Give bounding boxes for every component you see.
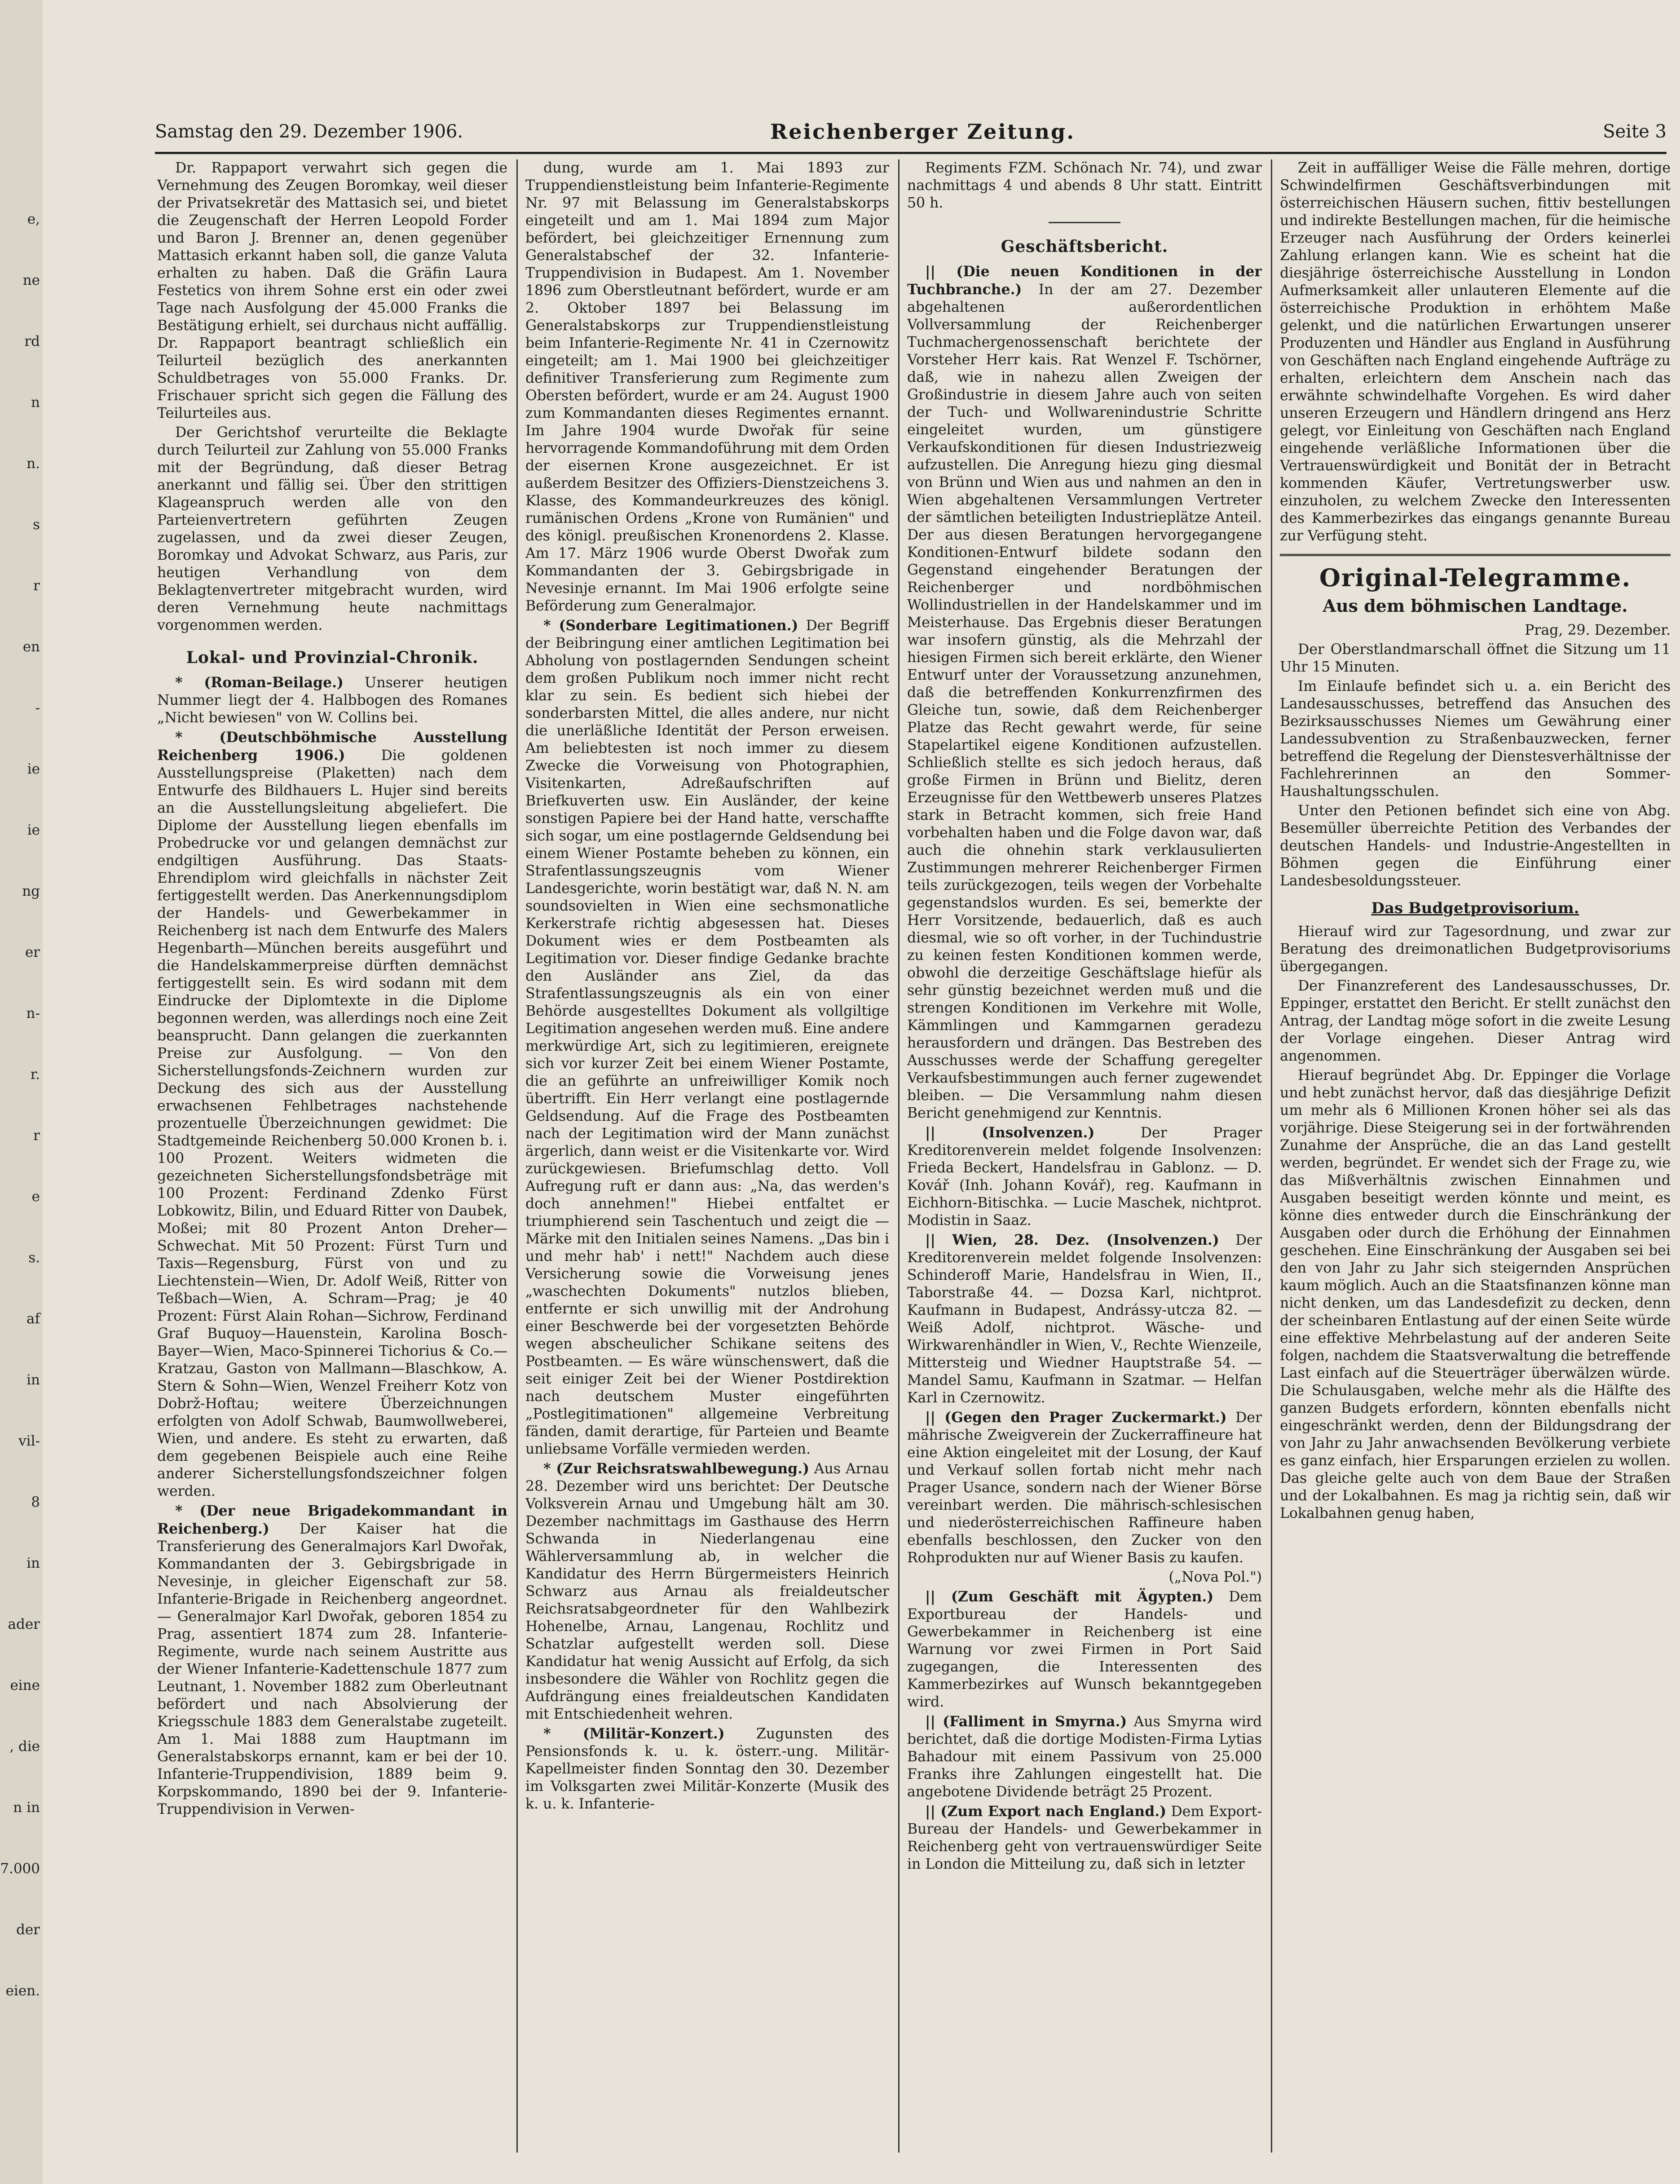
- item-kicker: || (Zum Geschäft mit Ägypten.): [925, 1588, 1214, 1605]
- strip-fragment: eine: [10, 1677, 40, 1693]
- strip-fragment: in: [26, 1555, 40, 1571]
- paragraph: Zeit in auffälliger Weise die Fälle mehren, dortige Schwindelfirmen Geschäftsverbindungen mit österreichischen Häusern suchen, fittiv bestellungen und indirekte Bestellungen machen, für die heimische Erzeuger nach Ausführung der Orders keinerlei Zahlung erlangen kann. Wie es scheint hat die diesjährige österreichische Ausstellung in London Aufmerksamkeit aller unlauteren Elemente auf die österreichische Produktion in erhöhtem Maße gelenkt, und die natürlichen Erwartungen unserer Produzenten und Händler aus England in Ausführung von Geschäften nach England eingehende Aufträge zu erhalten, erleichtern dem Anschein nach das erwähnte schwindelhafte Vorgehen. Es wird daher unseren Erzeugern und Händlern dringend ans Herz gelegt, vor Einleitung von Geschäften nach England eingehende verläßliche Informationen über die Vertrauenswürdigkeit und Bonität der in Betracht kommenden Käufer, Vertretungswerber usw. einzuholen, zu welchem Zwecke den Interessenten des Kammerbezirkes das eingangs genannte Bureau zur Verfügung steht.: [1280, 160, 1671, 544]
- strip-fragment: in: [26, 1372, 40, 1388]
- strip-fragment: ie: [27, 761, 40, 777]
- strip-fragment: n-: [26, 1005, 40, 1021]
- item-kicker: || (Zum Export nach England.): [925, 1803, 1167, 1820]
- news-item: [907, 1231, 1262, 1407]
- strip-fragment: ng: [22, 883, 40, 899]
- strip-fragment: n.: [26, 455, 40, 472]
- page-number: Seite 3: [1603, 121, 1667, 142]
- paragraph: Regiments FZM. Schönach Nr. 74), und zwar nachmittags 4 und abends 8 Uhr statt. Eintritt 50 h.: [907, 160, 1262, 211]
- paragraph: Hierauf wird zur Tagesordnung, und zwar zur Beratung des dreimonatlichen Budgetprovisoriums übergegangen.: [1280, 924, 1671, 975]
- column-4: [1280, 159, 1671, 2148]
- strip-fragment: e,: [27, 211, 40, 227]
- item-text: Der Kreditorenverein meldet folgende Insolvenzen: Schinderoff Marie, Handelsfrau in Wien, II., Taborstraße 44. — Dozsa Karl, nichtprot. Kaufmann in Budapest, Andrássy-utcza 82. — Weiß Adolf, nichtprot. Wäsche- und Wirkwarenhändler in Wien, V., Rechte Wienzeile, Mittersteig und Wiedner Hauptstraße 54. — Mandel Samu, Kaufmann in Szatmar. — Helfan Karl in Czernowitz.: [907, 1232, 1262, 1406]
- strip-fragment: n: [31, 394, 40, 411]
- news-item: [157, 674, 507, 727]
- item-kicker: || Wien, 28. Dez. (Insolvenzen.): [925, 1232, 1219, 1248]
- telegram-subtitle: Aus dem böhmischen Landtage.: [1323, 596, 1628, 616]
- item-text: In der am 27. Dezember abgehaltenen außerordentlichen Vollversammlung der Reichenberger Tuchmachergenossenschaft berichtete der Vorsteher Herr kais. Rat Wenzel F. Tschörner, daß, wie in nahezu allen Zweigen der Großindustrie in diesem Jahre auch von seiten der Tuch- und Wollwarenindustrie Schritte eingeleitet wurden, um günstigere Verkaufskonditionen für diesen Industriezweig aufzustellen. Die Anregung hiezu ging diesmal von Brünn und Wien aus und nahmen an den in Wien abgehaltenen Versammlungen Vertreter der sämtlichen beteiligten Industrieplätze Anteil. Der aus diesen Beratungen hervorgegangene Konditionen-Entwurf bildete sodann den Gegenstand eingehender Beratungen der Reichenberger und nordböhmischen Wollindustriellen in der Handelskammer und im Meisterhause. Das Ergebnis dieser Beratungen war insofern günstig, als die Mehrzahl der hiesigen Firmen sich bereit erklärte, den Wiener Entwurf unter der Voraussetzung anzunehmen, daß die betreffenden Konkurrenzfirmen des Gleiche tun, sowie, daß dem Reichenberger Platze das Recht gewahrt werde, für seine Stapelartikel eigene Konditionen aufzustellen. Schließlich stellte es sich jedoch heraus, daß große Firmen in Brünn und Bielitz, deren Erzeugnisse für den Wettbewerb unseres Platzes stark in Betracht kommen, sich freie Hand vorbehalten haben und die Folge davon war, daß auch die ohnehin stark verklausulierten Zustimmungen mehrerer Reichenberger Firmen teils zurückgezogen, teils wegen der Vorbehalte gegenstandslos wurden. Es sei, bemerkte der Herr Vorsitzende, bedauerlich, daß es auch diesmal, wie so oft vorher, in der Tuchindustrie zu keinen festen Konditionen kommen werde, obwohl die derzeitige Geschäftslage hiefür als sehr günstig bezeichnet werden muß und die strengen Konditionen im Verkehre mit Wolle, Kämmlingen und Kammgarnen geradezu herausfordern und drängen. Das Bestreben des Ausschusses werde der Schaffung geregelter Verkaufsbestimmungen auch ferner zugewendet bleiben. — Die Versammlung nahm diesen Bericht genehmigend zur Kenntnis.: [907, 282, 1262, 1121]
- paragraph: Dr. Rappaport verwahrt sich gegen die Vernehmung des Zeugen Boromkay, weil dieser der Privatsekretär des Mattasich sei, und bietet die Zeugenschaft der Herren Leopold Forder und Baron J. Brenner an, denen gegenüber Mattasich erkannt haben soll, die ganze Valuta erhalten zu haben. Daß die Gräfin Laura Festetics von ihrem Sohne erst ein oder zwei Tage nach Ausfolgung der 45.000 Franks die Bestätigung erhielt, sei durchaus nicht auffällig. Dr. Rappaport beantragt schließlich ein Teilurteil bezüglich des anerkannten Schuldbetrages von 55.000 Franks. Dr. Frischauer spricht sich gegen die Fällung des Teilurteiles aus.: [157, 160, 507, 421]
- news-item: [907, 263, 1262, 1122]
- item-text: Unserer heutigen Nummer liegt der 4. Halbbogen des Romanes „Nicht bewiesen" von W. Collins bei.: [157, 675, 507, 726]
- paragraph: Hierauf begründet Abg. Dr. Eppinger die Vorlage und hebt zunächst hervor, daß das diesjährige Defizit um mehr als 6 Millionen Kronen höher sei als das vorjährige. Diese Steigerung sei in der fortwährenden Zunahme der Ansprüche, die an das Land gestellt werden, begründet. Er wendet sich der Frage zu, wie das Mißverhältnis zwischen Einnahmen und Ausgaben beseitigt werden könnte und meint, es könne dies entweder durch die Einschränkung der Ausgaben oder durch die Erhöhung der Einnahmen geschehen. Eine Einschränkung der Ausgaben sei bei den von Jahr zu Jahr sich steigernden Ansprüchen kaum möglich. Auch an die Staatsfinanzen könne man nicht denken, um das Landesdefizit zu decken, denn der scheinbaren Entlastung auf der einen Seite würde eine effektive Mehrbelastung auf der anderen Seite folgen, nachdem die Staatsverwaltung die betreffende Last einfach auf die Steuerträger überwälzen würde. Die Schulausgaben, welche mehr als die Hälfte des ganzen Budgets erfordern, könnten ebenfalls nicht eingeschränkt werden, denn der Bildungsdrang der von Jahr zu Jahr anwachsenden Bevölkerung verbiete es ganz einfach, hier Ersparungen erzielen zu wollen. Das gleiche gelte auch von dem Baue der Straßen und der Lokalbahnen. Es mag ja richtig sein, daß wir Lokalbahnen genug haben,: [1280, 1067, 1671, 1521]
- strip-fragment: af: [26, 1311, 40, 1327]
- strip-fragment: -: [35, 700, 40, 716]
- item-text: Zugunsten des Pensionsfonds k. u. k. österr.-ung. Militär-Kapellmeister finden Sonntag den 30. Dezember im Volksgarten zwei Militär-Konzerte (Musik des k. u. k. Infanterie-: [525, 1726, 889, 1812]
- item-text: Aus Smyrna wird berichtet, daß die dortige Modisten-Firma Lytias Bahadour mit einem Passivum von 25.000 Franks ihre Zahlungen eingestellt hat. Die angebotene Dividende beträgt 25 Prozent.: [907, 1714, 1262, 1800]
- item-kicker: || (Insolvenzen.): [925, 1124, 1095, 1141]
- strip-fragment: r: [33, 578, 40, 594]
- page-header: [155, 121, 1667, 148]
- news-item: [157, 729, 507, 1500]
- strip-fragment: der: [16, 1922, 40, 1938]
- item-text: Der mährische Zweigverein der Zuckerraffineure hat eine Aktion eingeleitet mit der Losung, der Kauf und Verkauf sollen fortab nicht mehr nach Prager Usance, sondern nach der Wiener Börse vereinbart werden. Die mährisch-schlesischen und niederösterreichischen Raffineure haben ebenfalls beschlossen, den Zucker von den Rohprodukten nur auf Wiener Basis zu kaufen.: [907, 1410, 1262, 1566]
- column-2: [525, 159, 889, 2148]
- section-title: Lokal- und Provinzial-Chronik.: [186, 648, 479, 667]
- separator: [1049, 222, 1120, 223]
- paragraph: dung, wurde am 1. Mai 1893 zur Truppendienstleistung beim Infanterie-Regimente Nr. 97 mit Belassung im Generalstabskorps eingeteilt und am 1. Mai 1894 zum Major befördert, bei gleichzeitiger Ernennung zum Generalstabschef der 32. Infanterie-Truppendivision in Budapest. Am 1. November 1896 zum Oberstleutnant befördert, wurde er am 2. Oktober 1897 bei Belassung im Generalstabskorps zur Truppendienstleistung beim Infanterie-Regimente Nr. 41 in Czernowitz eingeteilt; am 1. Mai 1900 bei gleichzeitiger definitiver Transferierung zum Regimente zum Obersten befördert, wurde er am 24. August 1900 zum Kommandanten dieses Regimentes ernannt. Im Jahre 1904 wurde Dwořak für seine hervorragende Kommandoführung mit dem Orden der eisernen Krone ausgezeichnet. Er ist außerdem Besitzer des Offiziers-Dienstzeichens 3. Klasse, des Kommandeurkreuzes des königl. rumänischen Ordens „Krone von Rumänien" und des königl. preußischen Kronenordens 2. Klasse. Am 17. März 1906 wurde Oberst Dwořak zum Kommandanten der 3. Gebirgsbrigade in Nevesinje ernannt. Im Mai 1906 erfolgte seine Beförderung zum Generalmajor.: [525, 160, 889, 614]
- strip-fragment: ne: [22, 272, 40, 288]
- header-date: Samstag den 29. Dezember 1906.: [155, 121, 463, 142]
- news-item: [907, 1713, 1262, 1801]
- adjacent-page-strip: [0, 0, 45, 2184]
- strip-fragment: rd: [24, 333, 40, 349]
- telegram-title: Original-Telegramme.: [1319, 563, 1631, 592]
- newspaper-page: [43, 0, 1680, 2184]
- item-text: Dem Export-Bureau der Handels- und Gewerbekammer in Reichenberg geht von vertrauenswürdiger Seite in London die Mitteilung zu, daß sich in letzter: [907, 1804, 1262, 1872]
- item-kicker: * (Militär-Konzert.): [543, 1725, 725, 1742]
- item-kicker: || (Falliment in Smyrna.): [925, 1713, 1127, 1730]
- dateline: Prag, 29. Dezember.: [1525, 622, 1671, 638]
- strip-fragment: , die: [9, 1738, 40, 1755]
- item-text: Dem Exportbureau der Handels- und Gewerbekammer in Reichenberg ist eine Warnung vor zwei Firmen in Port Said zugegangen, die Interessenten des Kammerbezirkes auf Wunsch bekanntgegeben wird.: [907, 1589, 1262, 1710]
- item-kicker: || (Gegen den Prager Zuckermarkt.): [925, 1409, 1227, 1426]
- paragraph: Der Finanzreferent des Landesausschusses, Dr. Eppinger, erstattet den Bericht. Er stellt zunächst den Antrag, der Landtag möge sofort in die zweite Lesung der Vorlage eingehen. Dieser Antrag wird angenommen.: [1280, 978, 1671, 1064]
- strip-fragment: n in: [13, 1799, 40, 1816]
- strip-fragment: s.: [28, 1250, 40, 1266]
- column-rule: [898, 159, 900, 2153]
- item-kicker: * (Deutschböhmische Ausstellung Reichenberg 1906.): [157, 729, 507, 764]
- column-1: [157, 159, 507, 2148]
- section-title: Geschäftsbericht.: [1001, 237, 1169, 256]
- strip-fragment: r: [33, 1127, 40, 1144]
- news-item: [157, 1502, 507, 1818]
- column-rule: [516, 159, 518, 2153]
- item-kicker: * (Der neue Brigadekommandant in Reichenberg.): [157, 1503, 507, 1537]
- paragraph: Der Oberstlandmarschall öffnet die Sitzung um 11 Uhr 15 Minuten.: [1280, 641, 1671, 675]
- item-kicker: || (Die neuen Konditionen in der Tuchbranche.): [907, 263, 1262, 298]
- item-text: Die goldenen Ausstellungspreise (Plaketten) nach dem Entwurfe des Bildhauers L. Hujer sind bereits an die Ausstellungsleitung abgeliefert. Die Diplome der Ausstellung liegen ebenfalls im Probedrucke vor und gelangen demnächst zur endgiltigen Ausführung. Das Staats-Ehrendiplom wird gleichfalls in nächster Zeit fertiggestellt werden. Das Anerkennungsdiplom der Handels- und Gewerbekammer in Reichenberg ist nach dem Entwurfe des Malers Hegenbarth—München bereits ausgeführt und die Handelskammerpreise dürften demnächst fertiggestellt sein. Es wird sodann mit dem Eindrucke der Diplomtexte in die Diplome begonnen werden, was allerdings noch eine Zeit beansprucht. Dann gelangen die zuerkannten Preise zur Ausfolgung. — Von den Sicherstellungsfonds-Zeichnern wurden zur Deckung des sich aus der Ausstellung erwachsenen Fehlbetrages nachstehende prozentuelle Überzeichnungen gewidmet: Die Stadtgemeinde Reichenberg 50.000 Kronen b. i. 100 Prozent. Weiters widmeten die gezeichneten Sicherstellungsfondsbeträge mit 100 Prozent: Ferdinand Zdenko Fürst Lobkowitz, Bilin, und Eduard Ritter von Daubek, Moßei; mit 80 Prozent Anton Dreher—Schwechat. Mit 50 Prozent: Fürst Turn und Taxis—Regensburg, Fürst von und zu Liechtenstein—Wien, Dr. Adolf Weiß, Ritter von Teßbach—Wien, A. Schram—Prag; je 40 Prozent: Fürst Alain Rohan—Sichrow, Ferdinand Graf Buquoy—Hauenstein, Karolina Bosch-Bayer—Wien, Maco-Spinnerei Tichorius & Co.—Kratzau, Gaston von Mallmann—Blaschkow, A. Stern & Sohn—Wien, Wenzel Freiherr Kotz von Dobrž-Hoftau; weitere Überzeichnungen erfolgten von Adolf Schwab, Baumwollweberei, Wien, und andere. Es steht zu erwarten, daß dem gegebenen Beispiele auch eine Reihe anderer Sicherstellungsfondszeichner folgen werden.: [157, 747, 507, 1499]
- item-text: Der Prager Kreditorenverein meldet folgende Insolvenzen: Frieda Beckert, Handelsfrau in Gablonz. — D. Kovář (Inh. Johann Kovář), reg. Kaufmann in Eichhorn-Bitischka. — Lucie Maschek, nichtprot. Modistin in Saaz.: [907, 1125, 1262, 1229]
- column-3: [907, 159, 1262, 2148]
- item-kicker: * (Sonderbare Legitimationen.): [543, 617, 798, 634]
- item-kicker: * (Roman-Beilage.): [175, 674, 344, 691]
- strip-fragment: ader: [8, 1616, 40, 1632]
- strip-fragment: s: [33, 517, 40, 533]
- news-item: [525, 617, 889, 1458]
- masthead: Reichenberger Zeitung.: [770, 119, 1076, 144]
- paragraph: Der Gerichtshof verurteilte die Beklagte durch Teilurteil zur Zahlung von 55.000 Franks mit der Begründung, daß dieser Betrag anerkannt und fällig sei. Über den strittigen Klageanspruch werden alle von den Parteienvertretern geführten Zeugen zugelassen, und da zwei dieser Zeugen, Boromkay und Advokat Schwarz, aus Paris, zur heutigen Verhandlung von dem Beklagtenvertreter mitgebracht wurden, wird deren Vernehmung heute nachmittags vorgenommen werden.: [157, 424, 507, 633]
- strip-fragment: en: [22, 639, 40, 655]
- item-kicker: * (Zur Reichsratswahlbewegung.): [543, 1460, 810, 1477]
- strip-fragment: r.: [30, 1066, 40, 1083]
- item-text: Aus Arnau 28. Dezember wird uns berichtet: Der Deutsche Volksverein Arnau und Umgebung hält am 30. Dezember nachmittags im Gasthause des Herrn Schwanda in Niederlangenau eine Wählerversammlung ab, in welcher die Kandidatur des Herrn Bürgermeisters Heinrich Schwarz aus Arnau als freialdeutscher Reichsratsabgeordneter für den Wahlbezirk Hohenelbe, Arnau, Langenau, Rochlitz und Schatzlar aufgestellt werden soll. Diese Kandidatur hat wenig Aussicht auf Erfolg, da sich insbesondere die Wähler von Rochlitz gegen die Aufdrängung eines freialdeutschen Kandidaten mit Entschiedenheit wehren.: [525, 1461, 889, 1722]
- news-item: [907, 1409, 1262, 1567]
- news-item: [525, 1725, 889, 1813]
- column-rule: [1271, 159, 1272, 2153]
- strip-fragment: er: [25, 944, 40, 960]
- paragraph: Unter den Petionen befindet sich eine von Abg. Besemüller überreichte Petition des Verbandes der deutschen Handels- und Industrie-Angestellten in Böhmen gegen die Einführung einer Landesbesoldungssteuer.: [1280, 803, 1671, 889]
- strip-fragment: ie: [27, 822, 40, 838]
- strip-fragment: e: [31, 1189, 40, 1205]
- item-text: Der Kaiser hat die Transferierung des Generalmajors Karl Dwořak, Kommandanten der 3. Gebirgsbrigade in Nevesinje, in gleicher Eigenschaft zur 58. Infanterie-Brigade in Reichenberg angeordnet. — Generalmajor Karl Dwořak, geboren 1854 zu Prag, assentiert 1874 zum 28. Infanterie-Regimente, wurde nach seinem Austritte aus der Wiener Infanterie-Kadettenschule 1877 zum Leutnant, 1. November 1882 zum Oberleutnant befördert und nach Absolvierung der Kriegsschule 1883 dem Generalstabe zugeteilt. Am 1. Mai 1888 zum Hauptmann im Generalstabskorps ernannt, kam er bei der 10. Infanterie-Truppendivision, 1889 beim 9. Korpskommando, 1890 bei der 9. Infanterie-Truppendivision in Verwen-: [157, 1521, 507, 1817]
- strip-fragment: eien.: [5, 1983, 40, 1999]
- source-credit: („Nova Pol."): [1169, 1569, 1262, 1585]
- header-rule: [155, 152, 1667, 154]
- paragraph: Im Einlaufe befindet sich u. a. ein Bericht des Landesausschusses, betreffend das Ansuchen des Bezirksausschusses Niemes um Gewährung einer Landessubvention zu Straßenbauzwecken, ferner betreffend die Regelung der Dienstesverhältnisse der Fachlehrerinnen an den Sommer-Haushaltungsschulen.: [1280, 678, 1671, 800]
- news-item: [525, 1460, 889, 1723]
- item-text: Der Begriff der Beibringung einer amtlichen Legitimation bei Abholung von postlagernden Sendungen scheint dem großen Publikum noch immer nicht recht klar zu sein. Es bedient sich hiebei der sonderbarsten Mittel, die alles andere, nur nicht die unerläßliche Identität der Person erweisen. Am beliebtesten ist noch immer zu diesem Zwecke die Vorweisung von Photographien, Visitenkarten, Adreßaufschriften auf Briefkuverten usw. Ein Ausländer, der keine sonstigen Papiere bei der Hand hatte, verschaffte sich sogar, um eine postlagernde Geldsendung bei einem Wiener Postamte beheben zu können, ein Strafentlassungszeugnis vom Wiener Landesgerichte, worin bestätigt war, daß N. N. am soundsovielten in Wien eine sechsmonatliche Kerkerstrafe richtig abgesessen hat. Dieses Dokument wies er dem Postbeamten als Legitimation vor. Dieser findige Gedanke brachte den Ausländer ans Ziel, da das Strafentlassungszeugnis als ein von einer Behörde ausgestelltes Dokument als vollgiltige Legitimation angesehen werden muß. Eine andere merkwürdige Art, sich zu legitimieren, ereignete sich vor kurzer Zeit bei einem Wiener Postamte, die an geführte an unfreiwilliger Komik noch übertrifft. Ein Herr verlangt eine postlagernde Geldsendung. Auf die Frage des Postbeamten nach der Legitimation wird der Mann zunächst ärgerlich, dann weist er die Visitenkarte vor. Wird zurückgewiesen. Briefumschlag detto. Voll Aufregung ruft er dann aus: „Na, das werden's doch annehmen!" Hiebei entfaltet er triumphierend sein Taschentuch und zeigt die — Märke mit den Initialen seines Namens. „Das bin i und mehr hab' i nett!" Nachdem auch diese Versicherung sowie die Vorweisung jenes „waschechten Dokuments" nutzlos blieben, entfernte er sich unwillig mit der Androhung einer Beschwerde bei der vorgesetzten Behörde wegen abscheulicher Schikane seitens des Postbeamten. — Es wäre wünschenswert, daß die seit einiger Zeit bei der Wiener Postdirektion nach deutschem Muster eingeführten „Postlegitimationen" allgemeine Verbreitung fänden, damit derartige, für Parteien und Beamte unliebsame Vorfälle vermieden werden.: [525, 618, 889, 1457]
- news-item: [907, 1124, 1262, 1229]
- telegram-section: [1280, 554, 1671, 639]
- news-item: [907, 1588, 1262, 1711]
- strip-fragment: 8: [31, 1494, 40, 1510]
- news-item: [907, 1803, 1262, 1873]
- strip-fragment: 7.000: [0, 1861, 40, 1877]
- strip-fragment: vil-: [18, 1433, 40, 1449]
- budget-title: Das Budgetprovisorium.: [1371, 899, 1579, 917]
